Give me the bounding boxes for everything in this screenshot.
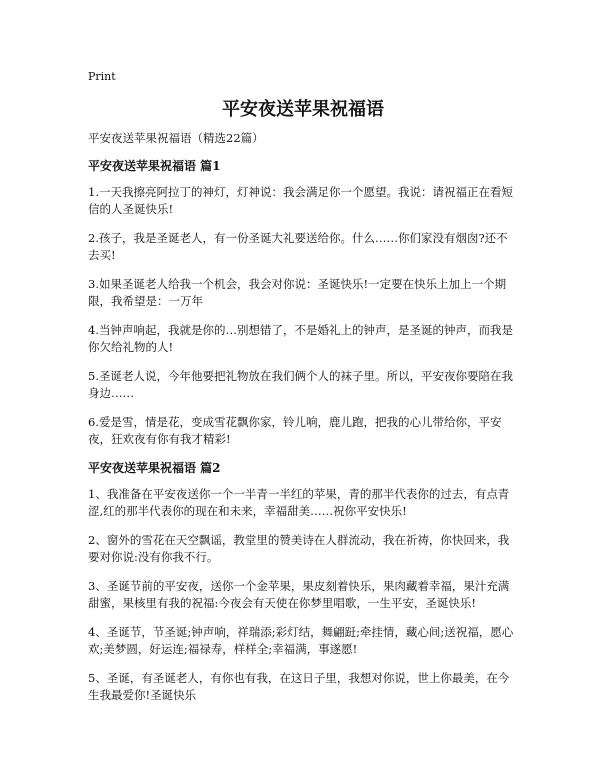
paragraph: 4.当钟声响起，我就是你的…别想错了，不是婚礼上的钟声，是圣诞的钟声，而我是你欠给礼物的人! (88, 323, 513, 354)
section-2 (88, 460, 518, 704)
document-subtitle: 平安夜送苹果祝福语（精选22篇） (88, 131, 264, 145)
paragraph: 5、圣诞，有圣诞老人，有你也有我，在这日子里，我想对你说，世上你最美，在今生我最爱你!圣诞快乐 (88, 671, 510, 702)
paragraph: 3.如果圣诞老人给我一个机会，我会对你说：圣诞快乐!一定要在快乐上加上一个期限，我希望是：一万年 (88, 277, 507, 308)
print-label[interactable]: Print (88, 70, 116, 83)
paragraph: 2、窗外的雪花在天空飘谣，教堂里的赞美诗在人群流动，我在祈祷，你快回来，我要对你说:没有你我不行。 (88, 533, 510, 564)
section-heading: 平安夜送苹果祝福语 篇2 (88, 461, 221, 475)
paragraph: 4、圣诞节，节圣诞;钟声响，祥瑞添;彩灯结，舞翩跹;牵挂情，藏心间;送祝福，愿心欢;美梦圆，好运连;福禄寿，样样全;幸福满，事遂愿! (88, 625, 514, 656)
paragraph: 5.圣诞老人说，今年他要把礼物放在我们俩个人的袜子里。所以，平安夜你要陪在我身边…… (88, 369, 513, 400)
page-title: 平安夜送苹果祝福语 (222, 99, 384, 120)
paragraph: 2.孩子，我是圣诞老人，有一份圣诞大礼要送给你。什么……你们家没有烟囱?还不去买! (88, 231, 508, 262)
paragraph: 1.一天我擦亮阿拉丁的神灯，灯神说：我会满足你一个愿望。我说：请祝福正在看短信的人圣诞快乐! (88, 185, 513, 216)
section-heading: 平安夜送苹果祝福语 篇1 (88, 159, 221, 173)
document-page (88, 70, 518, 716)
paragraph: 1、我准备在平安夜送你一个一半青一半红的苹果，青的那半代表你的过去，有点青涩,红的那半代表你的现在和未来，幸福甜美……祝你平安快乐! (88, 487, 510, 518)
section-1 (88, 158, 518, 448)
paragraph: 3、圣诞节前的平安夜，送你一个金苹果，果皮刻着快乐，果肉藏着幸福，果汁充满甜蜜，果核里有我的祝福:今夜会有天使在你梦里唱歌，一生平安，圣诞快乐! (88, 579, 510, 610)
paragraph: 6.爱是雪，情是花，变成雪花飘你家，铃儿响，鹿儿跑，把我的心儿带给你，平安夜，狂欢夜有你有我才精彩! (88, 415, 502, 446)
